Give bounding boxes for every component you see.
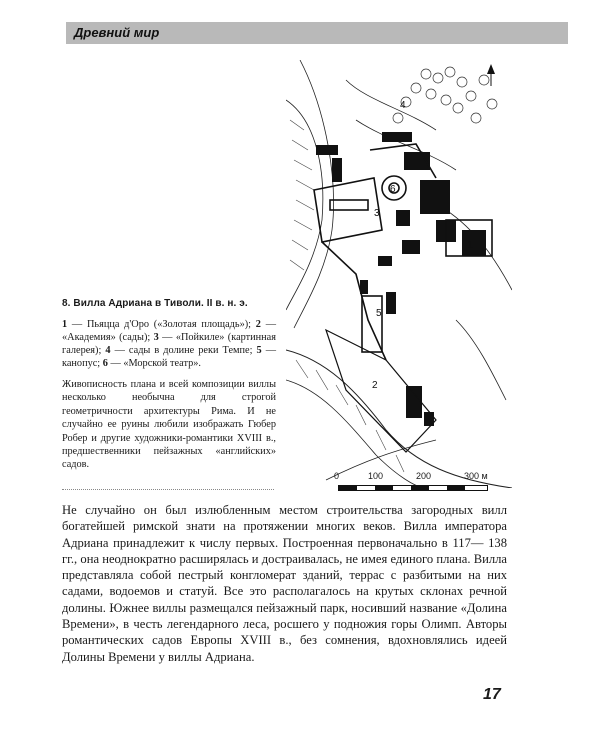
map-label-4: 4 bbox=[400, 100, 406, 111]
legend-num-5: 5 bbox=[256, 345, 262, 356]
legend-text-4: сады в долине реки Темпе; bbox=[128, 345, 253, 356]
legend-num-3: 3 bbox=[153, 332, 159, 343]
scale-tick-300: 300 м bbox=[464, 471, 488, 481]
villa-site-plan bbox=[286, 60, 512, 488]
legend-text-3: «Пойкиле» (картинная галерея); bbox=[62, 332, 276, 356]
caption-divider bbox=[62, 489, 274, 490]
legend-text-5: канопус; bbox=[62, 358, 101, 369]
map-label-5: 5 bbox=[376, 308, 382, 319]
map-label-2: 2 bbox=[372, 380, 378, 391]
scale-bar bbox=[338, 485, 488, 491]
legend-num-4: 4 bbox=[105, 345, 111, 356]
body-paragraph: Не случайно он был излюбленным местом строительства загородных вилл богатейшей римской знати на протяжении многих веков. Вилла императора Адриана принадлежит к числу первых. Построенная первоначально в 117— 138 гг., она неоднократно расширялась и достраивалась, не имея единого плана. Вилла представляла собой пестрый конгломерат зданий, террас с разбитыми на них садами, водоемов и статуй. Все это располагалось на крутых склонах речной долины. Южнее виллы размещался пейзажный парк, носивший название «Долина Времени», в честь легендарного леса, росшего у подножия горы Олимп. Авторы романтических садов Европы XVIII в., без сомнения, вдохновлялись идеей Долины Времени у виллы Адриана. bbox=[62, 503, 507, 664]
legend-num-6: 6 bbox=[102, 358, 108, 369]
legend-num-2: 2 bbox=[255, 319, 261, 330]
map-label-3: 3 bbox=[374, 208, 380, 219]
caption-description: Живописность плана и всей композиции виллы несколько необычна для строгой геометричности архитектуры Рима. И не случайно ее руины любили изображать Гюбер Робер и другие художники-романтики XVIII в., предшественники пейзажных «английских» садов. bbox=[62, 379, 276, 471]
page-number: 17 bbox=[483, 686, 501, 703]
caption-legend: 1 — Пьяцца д'Оро («Золотая площадь»); 2 — «Академия» (сады); 3 — «Пойкиле» (картинная галерея); 4 — сады в долине реки Темпе; 5 — канопус; 6 — «Морской театр». bbox=[62, 319, 277, 369]
legend-num-1: 1 bbox=[62, 319, 68, 330]
legend-text-2: «Академия» (сады); bbox=[62, 332, 151, 343]
map-label-1: 1 bbox=[467, 240, 473, 251]
caption-title: 8. Вилла Адриана в Тиволи. II в. н. э. bbox=[62, 298, 248, 309]
legend-text-6: «Морской театр». bbox=[123, 358, 201, 369]
scale-tick-200: 200 bbox=[416, 471, 432, 481]
map-scale bbox=[332, 471, 522, 497]
running-header-band bbox=[66, 22, 568, 44]
scale-tick-100: 100 bbox=[368, 471, 384, 481]
running-header-title: Древний мир bbox=[74, 25, 160, 40]
figure-caption bbox=[62, 298, 276, 472]
scale-tick-0: 0 bbox=[334, 471, 340, 481]
legend-text-1: Пьяцца д'Оро («Золотая площадь»); bbox=[86, 319, 252, 330]
map-label-6: 6 bbox=[390, 184, 396, 195]
